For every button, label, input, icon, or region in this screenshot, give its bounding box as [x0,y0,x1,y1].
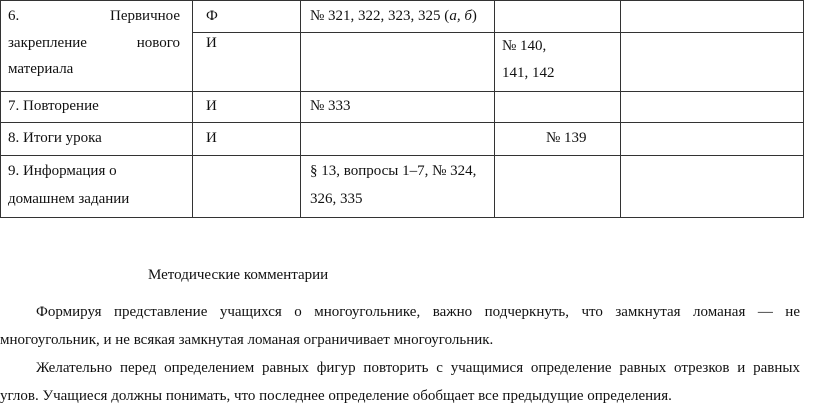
table-rule [0,217,804,218]
cell-text-italic: а, б [449,8,472,24]
cell-text: 6. [8,8,20,24]
table-cell-form: И [206,98,217,114]
paragraph-line: углов. Учащиеся должны понимать, что последнее определение обобщает все предыдущие определения. [0,388,672,404]
table-cell-tasks [310,3,477,29]
cell-text: ) [471,8,477,24]
table-cell-extra: № 139 [546,130,587,146]
table-cell-extra: № 140, [502,38,547,54]
table-cell-stage [8,3,180,29]
table-cell-form: И [206,130,217,146]
table-cell-form: И [206,35,217,51]
table-rule [192,32,804,33]
table-cell-stage: 7. Повторение [8,98,99,114]
table-cell-tasks: № 333 [310,98,351,114]
table-rule [0,91,804,92]
table-rule [0,0,804,1]
table-rule [300,0,301,218]
comment-paragraph [0,298,800,354]
table-rule [620,0,621,218]
paragraph-line: многоугольник, и не всякая замкнутая ломаная ограничивает многоугольник. [0,332,494,348]
table-cell-stage: материала [8,61,74,77]
paragraph-line: Формируя представление учащихся о многоугольнике, важно подчеркнуть, что замкнутая ломаная — не [36,304,800,320]
comments-heading: Методические комментарии [148,267,329,283]
comment-paragraph [0,354,800,410]
table-cell-extra: 141, 142 [502,65,555,81]
paragraph-line: Желательно перед определением равных фигур повторить с учащимися определение равных отрезков и равных [36,360,800,376]
table-rule [0,0,1,218]
table-rule [803,0,804,218]
table-rule [0,155,804,156]
table-cell-stage: 8. Итоги урока [8,130,102,146]
table-cell-form: Ф [206,8,218,24]
table-cell-stage: 9. Информация о [8,163,117,179]
table-rule [0,122,804,123]
cell-text: Первичное [109,8,180,24]
table-rule [494,0,495,218]
table-cell-tasks: § 13, вопросы 1–7, № 324, [310,163,477,179]
table-cell-stage: домашнем задании [8,191,130,207]
table-rule [192,0,193,218]
cell-text: закрепление [8,35,87,51]
cell-text: № 321, 322, 323, 325 ( [310,8,450,24]
table-cell-stage [8,30,180,56]
table-cell-tasks: 326, 335 [310,191,363,207]
cell-text: нового [136,35,180,51]
